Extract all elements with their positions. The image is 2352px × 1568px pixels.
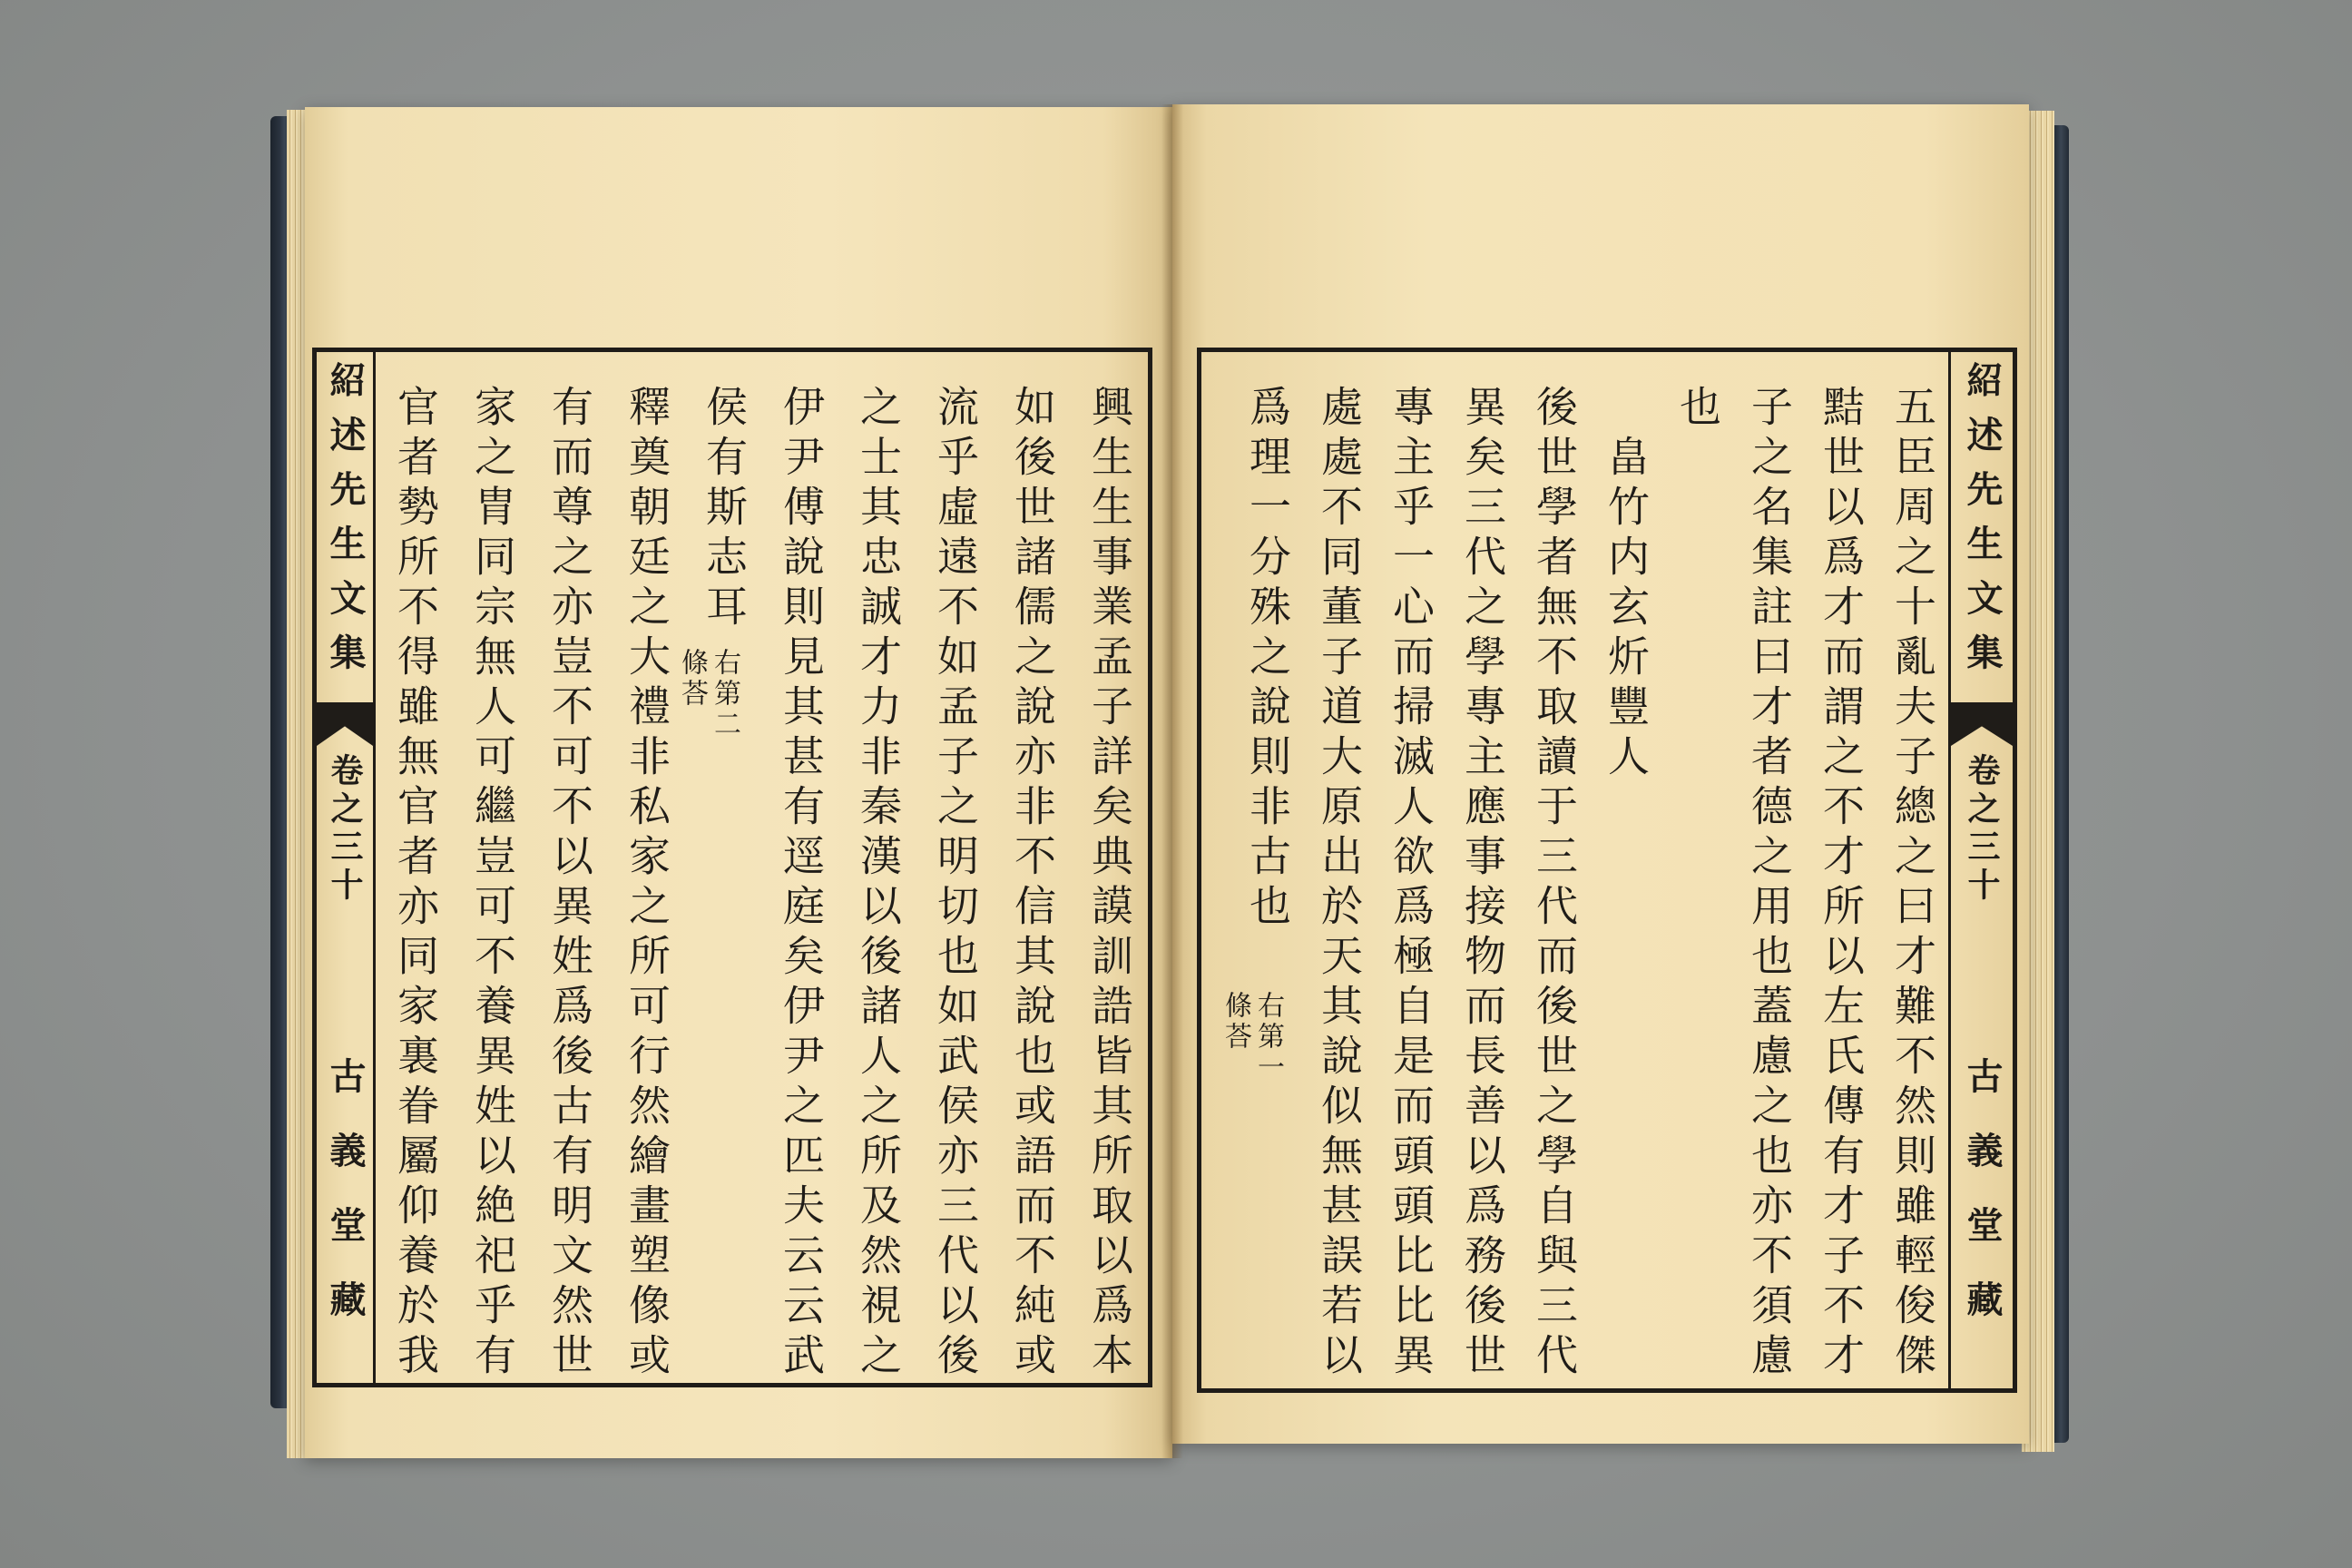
column-text: 如後世諸儒之說亦非不信其說也或語而不純或 bbox=[1008, 385, 1057, 1383]
text-column bbox=[454, 385, 531, 1383]
note-line: 條荅 bbox=[1220, 991, 1251, 1053]
column-text: 伊尹傅說則見其甚有逕庭矣伊尹之匹夫云云武 bbox=[777, 385, 826, 1383]
column-text: 興生生事業孟子詳矣典謨訓誥皆其所取以爲本 bbox=[1085, 385, 1134, 1383]
text-column bbox=[1733, 385, 1805, 1383]
fish-tail-mark bbox=[317, 702, 373, 746]
text-column bbox=[1877, 385, 1948, 1383]
hashira-title: 紹述先生文集 bbox=[324, 361, 367, 688]
hashira-volume: 卷之三十 bbox=[326, 753, 364, 906]
author-line: 畠竹内玄炘豐人 bbox=[1602, 435, 1651, 784]
text-column bbox=[1661, 385, 1733, 1383]
hashira bbox=[317, 352, 376, 1383]
text-column bbox=[1375, 385, 1446, 1383]
text-column bbox=[1303, 385, 1375, 1383]
text-column bbox=[1220, 385, 1303, 1383]
text-column bbox=[676, 385, 762, 1383]
text-column bbox=[839, 385, 916, 1383]
gutter bbox=[1161, 104, 1183, 1458]
column-text: 有而尊之亦豈不可不以異姓爲後古有明文然世 bbox=[545, 385, 594, 1383]
hashira-title: 紹述先生文集 bbox=[1961, 361, 2004, 688]
column-text: 之士其忠誠才力非秦漢以後諸人之所及然視之 bbox=[854, 385, 903, 1383]
note-line: 右第一 bbox=[1252, 991, 1284, 1083]
note-line: 條荅 bbox=[676, 648, 708, 710]
column-text: 後世學者無不取讀于三代而後世之學自與三代 bbox=[1530, 385, 1579, 1383]
column-text: 黠世以爲才而謂之不才所以左氏傳有才子不才 bbox=[1817, 385, 1866, 1383]
hashira-collection: 古義堂藏 bbox=[1961, 1057, 2004, 1355]
note-line: 右第二 bbox=[709, 648, 740, 740]
text-column bbox=[916, 385, 994, 1383]
column-text: 也 bbox=[1673, 385, 1722, 435]
column-text: 釋奠朝廷之大禮非私家之所可行然繪畫塑像或 bbox=[622, 385, 671, 1383]
hashira-collection: 古義堂藏 bbox=[324, 1057, 367, 1355]
column-text: 處處不同董子道大原出於天其說似無甚誤若以 bbox=[1315, 385, 1364, 1383]
text-column bbox=[994, 385, 1071, 1383]
text-columns bbox=[1220, 385, 1948, 1383]
column-text: 爲理一分殊之說則非古也 bbox=[1243, 385, 1292, 934]
text-column bbox=[762, 385, 839, 1383]
left-page-text-frame bbox=[312, 348, 1152, 1387]
text-column bbox=[608, 385, 685, 1383]
text-column bbox=[1446, 385, 1518, 1383]
column-text: 五臣周之十亂夫子總之曰才難不然則雖輕俊傑 bbox=[1888, 385, 1937, 1383]
fish-tail-mark bbox=[1951, 702, 2013, 746]
text-column bbox=[1518, 385, 1590, 1383]
hashira bbox=[1948, 352, 2013, 1388]
column-text: 侯有斯志耳 bbox=[700, 385, 749, 634]
column-text: 流乎虛遠不如孟子之明切也如武侯亦三代以後 bbox=[931, 385, 980, 1383]
hashira-volume: 卷之三十 bbox=[1963, 753, 2001, 906]
text-column bbox=[377, 385, 454, 1383]
column-text: 官者勢所不得雖無官者亦同家裏眷屬仰養於我 bbox=[391, 385, 440, 1383]
right-page-text-frame bbox=[1197, 348, 2017, 1393]
column-text: 異矣三代之學專主應事接物而長善以爲務後世 bbox=[1458, 385, 1507, 1383]
text-column bbox=[1071, 385, 1148, 1383]
column-text: 子之名集註曰才者德之用也蓋慮之也亦不須慮 bbox=[1745, 385, 1794, 1383]
text-columns bbox=[377, 385, 1148, 1383]
text-column bbox=[531, 385, 608, 1383]
column-text: 專主乎一心而掃滅人欲爲極自是而頭頭比比異 bbox=[1387, 385, 1436, 1383]
column-text: 家之胄同宗無人可繼豈可不養異姓以絶祀乎有 bbox=[468, 385, 517, 1383]
column-note bbox=[1219, 991, 1284, 1083]
text-column bbox=[1805, 385, 1877, 1383]
text-column bbox=[1590, 385, 1661, 1383]
